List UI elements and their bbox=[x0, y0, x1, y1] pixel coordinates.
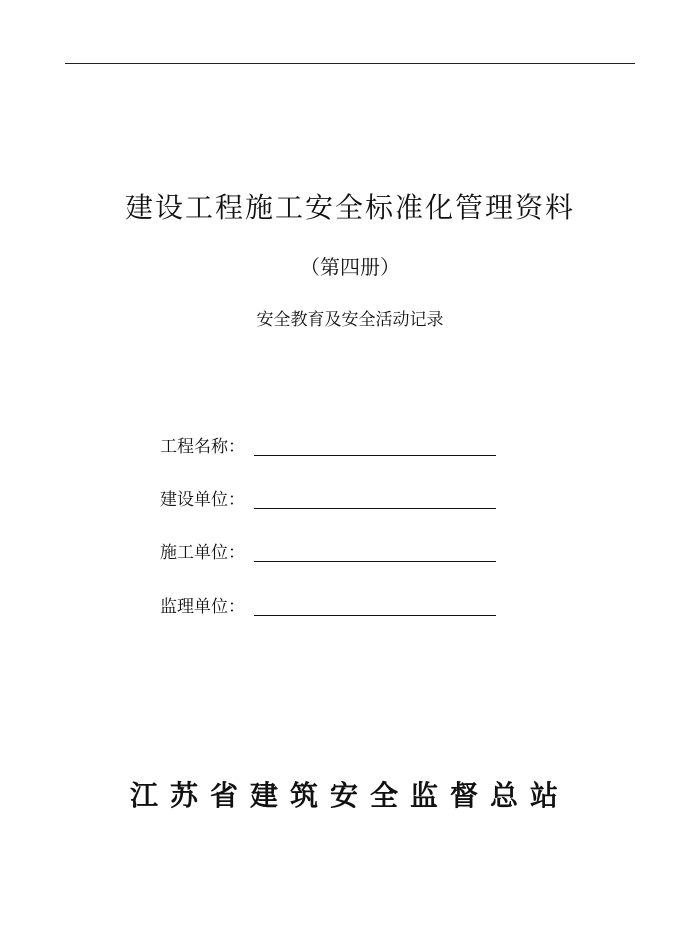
document-title: 建设工程施工安全标准化管理资料 bbox=[124, 191, 575, 224]
volume-label: （第四册） bbox=[300, 255, 400, 279]
issuing-authority: 江苏省建筑安全监督总站 bbox=[129, 779, 570, 812]
supervisor-field bbox=[160, 593, 496, 619]
project-name-field bbox=[160, 433, 496, 459]
contractor-blank[interactable] bbox=[254, 561, 496, 562]
project-name-blank[interactable] bbox=[254, 455, 496, 456]
contractor-label: 施工单位： bbox=[160, 543, 245, 563]
header-rule bbox=[65, 63, 635, 64]
contractor-field bbox=[160, 539, 496, 565]
construction-owner-blank[interactable] bbox=[254, 508, 496, 509]
construction-owner-label: 建设单位： bbox=[160, 490, 245, 510]
project-name-label: 工程名称： bbox=[160, 437, 245, 457]
supervisor-label: 监理单位： bbox=[160, 597, 245, 617]
supervisor-blank[interactable] bbox=[254, 615, 496, 616]
construction-owner-field bbox=[160, 486, 496, 512]
document-subtitle: 安全教育及安全活动记录 bbox=[256, 310, 444, 330]
